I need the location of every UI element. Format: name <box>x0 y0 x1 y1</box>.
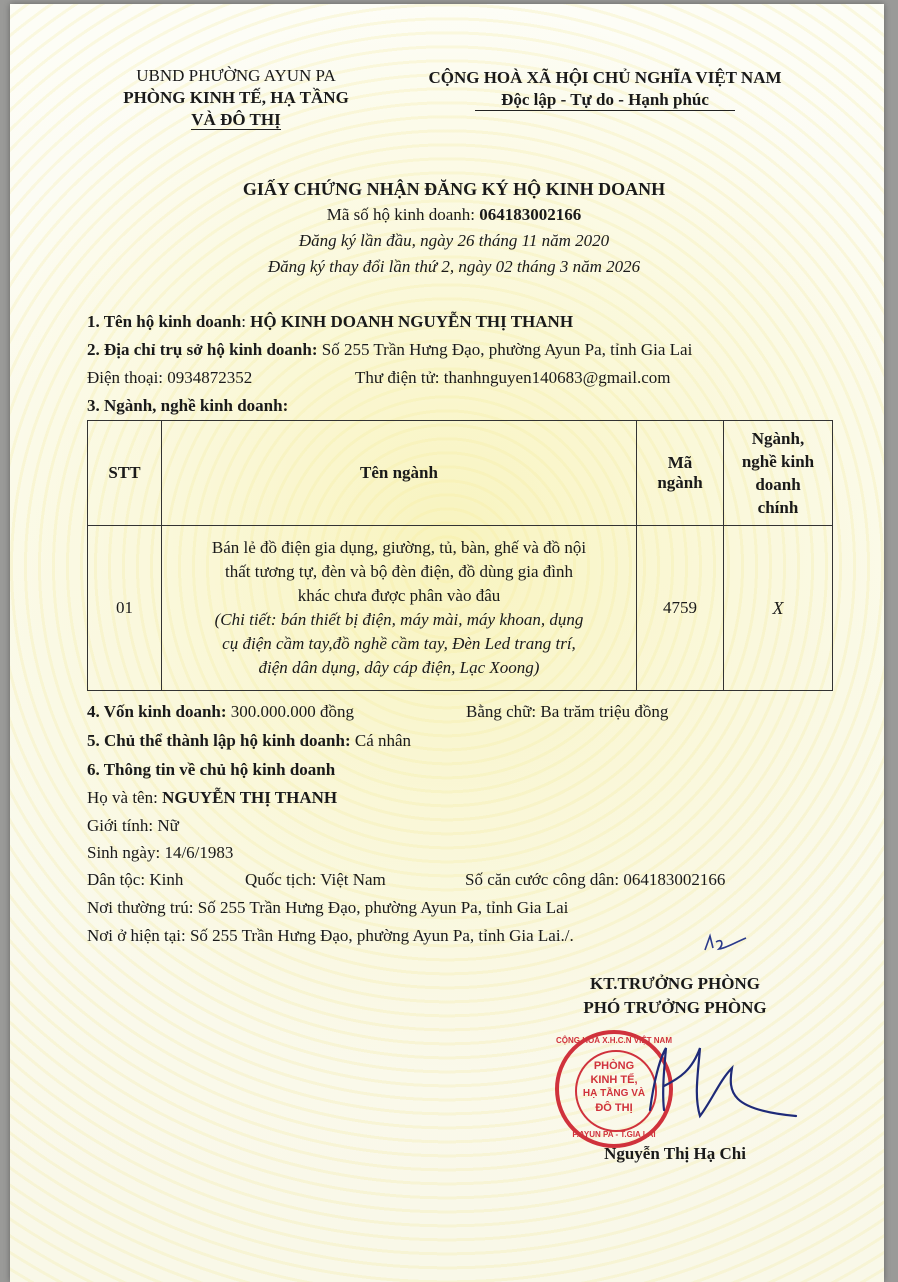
address-line <box>87 340 692 360</box>
header-main-l1: Ngành, <box>751 429 805 448</box>
dob-value: 14/6/1983 <box>164 843 234 862</box>
nation-line-1: CỘNG HOÀ XÃ HỘI CHỦ NGHĨA VIỆT NAM <box>428 68 782 87</box>
header-code-l1: Mã <box>667 453 693 472</box>
row-name-l1: Bán lẻ đồ điện gia dụng, giường, tủ, bàn, ghế và đồ nội <box>211 538 587 557</box>
row-detail-l2: cụ điện cầm tay,đồ nghề cầm tay, Đèn Led trang trí, <box>222 634 576 653</box>
owner-info-label: 6. Thông tin về chủ hộ kinh doanh <box>87 760 336 779</box>
business-code-label: Mã số hộ kinh doanh: <box>326 205 480 224</box>
header-main-l3: doanh <box>755 475 801 494</box>
seal-line-1: PHÒNG <box>593 1060 635 1072</box>
row-name-l2: thất tương tự, đèn và bộ đèn điện, đồ dùng gia đình <box>224 562 573 581</box>
header-main-l4: chính <box>757 498 799 517</box>
header-name: Tên ngành <box>162 421 637 526</box>
first-registration-date: Đăng ký lần đầu, ngày 26 tháng 11 năm 2020 <box>298 231 610 250</box>
nationality-value: Việt Nam <box>320 870 386 889</box>
org-line-3-text: VÀ ĐÔ THỊ <box>191 110 281 129</box>
citizen-id-label: Số căn cước công dân: <box>465 870 624 889</box>
header-code-l2: ngành <box>657 473 703 492</box>
gender-label: Giới tính: <box>87 816 158 835</box>
email-value: thanhnguyen140683@gmail.com <box>443 368 671 387</box>
signature-title-2: PHÓ TRƯỞNG PHÒNG <box>583 998 767 1017</box>
business-name-line <box>87 312 573 332</box>
dob-label: Sinh ngày: <box>87 843 165 862</box>
nationality-label: Quốc tịch: <box>245 870 321 889</box>
header-main-l2: nghề kinh <box>741 452 815 471</box>
ethnic-line <box>87 870 183 890</box>
current-address-value: Số 255 Trần Hưng Đạo, phường Ayun Pa, tỉnh Gia Lai./. <box>189 926 574 945</box>
header-stt: STT <box>88 421 162 526</box>
business-name-value: HỘ KINH DOANH NGUYỄN THỊ THANH <box>250 312 574 331</box>
business-name-label: 1. Tên hộ kinh doanh <box>87 312 242 331</box>
permanent-address-line <box>87 898 568 918</box>
row-detail-l1: (Chi tiết: bán thiết bị điện, máy mài, máy khoan, dụng <box>214 610 584 629</box>
row-name <box>162 526 637 691</box>
capital-words-line <box>466 702 668 722</box>
dob-line <box>87 843 233 863</box>
capital-value: 300.000.000 đồng <box>226 702 355 721</box>
citizen-id-line <box>465 870 725 890</box>
row-name-l3: khác chưa được phân vào đâu <box>297 586 501 605</box>
org-line-3 <box>86 110 386 130</box>
seal-line-2: KINH TẾ, <box>590 1074 638 1086</box>
business-lines-table <box>87 420 833 691</box>
phone-label: Điện thoại: <box>87 368 168 387</box>
document-title: GIẤY CHỨNG NHẬN ĐĂNG KÝ HỘ KINH DOANH <box>242 179 666 199</box>
gender-line <box>87 816 179 836</box>
owner-name-value: NGUYỄN THỊ THANH <box>162 788 338 807</box>
business-code-value: 064183002166 <box>479 205 582 224</box>
row-detail-l3: điện dân dụng, dây cáp điện, Lạc Xoong) <box>258 658 540 677</box>
org-line-1: UBND PHƯỜNG AYUN PA <box>136 66 336 85</box>
founder-type-label: 5. Chủ thể thành lập hộ kinh doanh: <box>87 731 351 750</box>
signer-name: Nguyễn Thị Hạ Chi <box>604 1144 746 1163</box>
initials-mark <box>702 928 750 956</box>
permanent-address-value: Số 255 Trần Hưng Đạo, phường Ayun Pa, tỉnh Gia Lai <box>197 898 569 917</box>
email-label: Thư điện tử: <box>355 368 444 387</box>
founder-type-value: Cá nhân <box>350 731 412 750</box>
current-address-line <box>87 926 574 946</box>
permanent-address-label: Nơi thường trú: <box>87 898 198 917</box>
motto-text: Độc lập - Tự do - Hạnh phúc <box>475 90 735 111</box>
seal-top-text: CỘNG HOÀ X.H.C.N VIỆT NAM <box>555 1036 672 1045</box>
phone-line <box>87 368 252 388</box>
row-code: 4759 <box>637 526 724 691</box>
header-main <box>724 421 833 526</box>
current-address-label: Nơi ở hiện tại: <box>87 926 190 945</box>
business-name-sep: : <box>241 312 251 331</box>
capital-line <box>87 702 354 722</box>
gender-value: Nữ <box>157 816 179 835</box>
change-registration-date: Đăng ký thay đổi lần thứ 2, ngày 02 tháng 3 năm 2026 <box>267 257 641 276</box>
business-code-line <box>20 205 888 225</box>
seal-line-3: HẠ TẦNG VÀ <box>582 1088 646 1099</box>
business-lines-label: 3. Ngành, nghề kinh doanh: <box>87 396 289 415</box>
table-row <box>88 526 833 691</box>
capital-words-value: Ba trăm triệu đồng <box>540 702 669 721</box>
header-code <box>637 421 724 526</box>
row-main-mark: X <box>724 526 833 691</box>
ethnic-label: Dân tộc: <box>87 870 150 889</box>
seal-bottom-text: P.AYUN PA - T.GIA LAI <box>572 1130 656 1139</box>
row-stt: 01 <box>88 526 162 691</box>
capital-words-label: Bằng chữ: <box>466 702 541 721</box>
nation-line-2 <box>395 90 815 110</box>
email-line <box>355 368 670 388</box>
table-header-row <box>88 421 833 526</box>
org-line-2: PHÒNG KINH TẾ, HẠ TẦNG <box>123 88 349 107</box>
handwritten-signature <box>620 1040 800 1130</box>
nationality-line <box>245 870 386 890</box>
capital-label: 4. Vốn kinh doanh: <box>87 702 227 721</box>
phone-value: 0934872352 <box>167 368 253 387</box>
citizen-id-value: 064183002166 <box>623 870 726 889</box>
address-value: Số 255 Trần Hưng Đạo, phường Ayun Pa, tỉnh Gia Lai <box>317 340 693 359</box>
address-label: 2. Địa chỉ trụ sở hộ kinh doanh: <box>87 340 318 359</box>
owner-name-line <box>87 788 337 808</box>
ethnic-value: Kinh <box>149 870 184 889</box>
founder-type-line <box>87 731 411 751</box>
signature-title-1: KT.TRƯỞNG PHÒNG <box>590 974 760 993</box>
seal-line-4: ĐÔ THỊ <box>595 1102 633 1114</box>
owner-name-label: Họ và tên: <box>87 788 163 807</box>
